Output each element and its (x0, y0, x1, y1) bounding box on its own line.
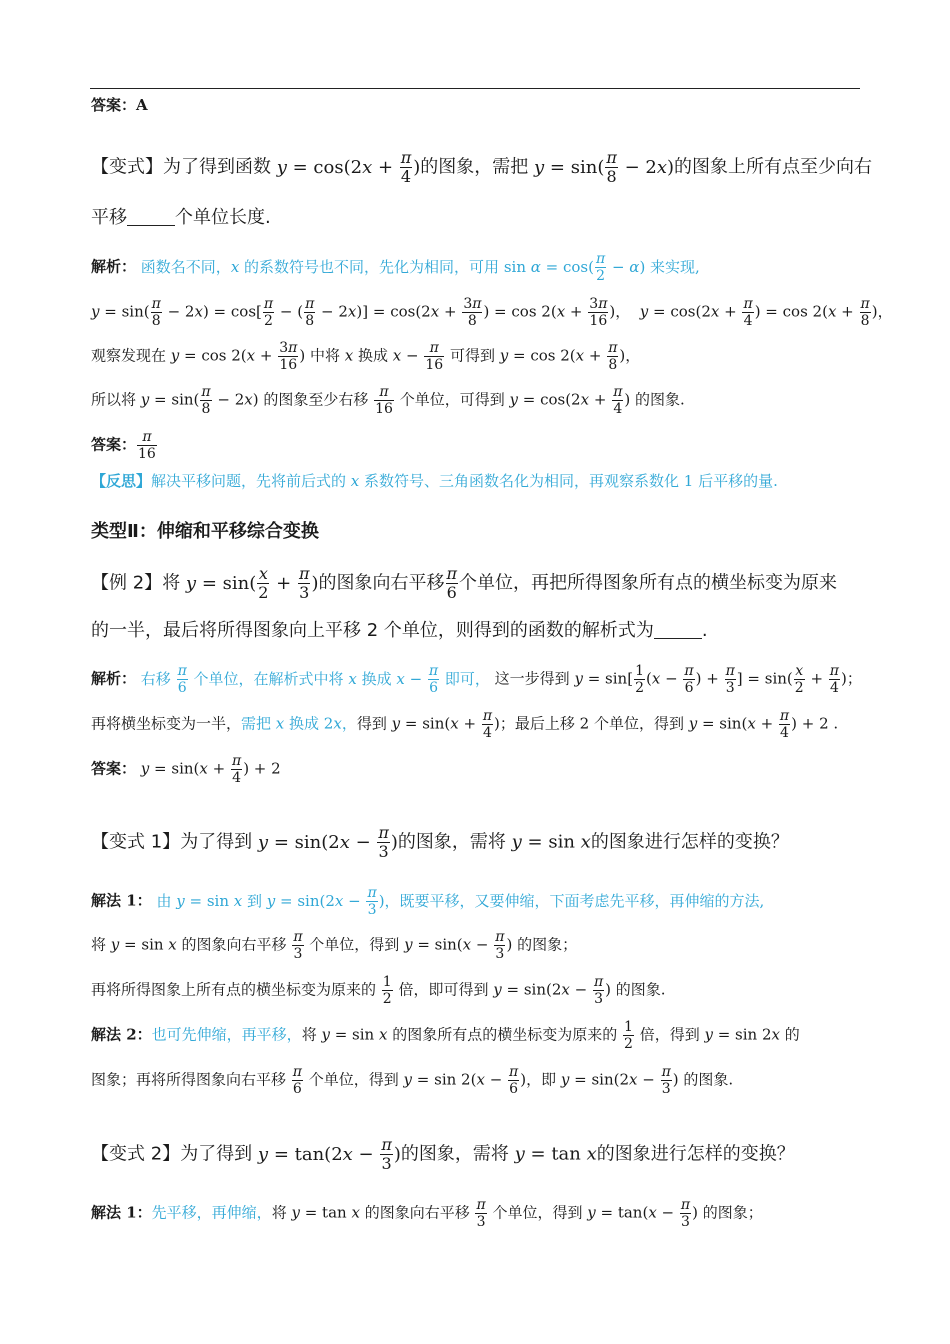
solution-a-label: 解析： (91, 257, 137, 276)
solution-a-step3: 所以将 y = sin( $\frac{\pi}{8}$ − 2x) 的图象至少右移 $\frac{\pi}{16}$ 个单位，可得到 y = cos(2x + $\frac{\pi}{4}$ ) 的图象. (91, 384, 685, 417)
solution-e2-line1: 解析： 右移 $\frac{\pi}{6}$ 个单位，在解析式中将 x 换成 x − $\frac{\pi}{6}$ 即可， 这一步得到 y = sin[ $\frac{1}{2}$ (x − $\frac{\pi}{6}$ ) + $\frac{\pi}{3}$ ] = sin( $\frac{x}{2}$ + $\frac{\pi}{4}$ )； (91, 663, 862, 696)
solution-a-answer: 答案： $\frac{\pi}{16}$ (91, 429, 156, 462)
variant1-target-fn: y = sin(2x − $\frac{\pi}{3}$ ) (257, 823, 398, 861)
variant1-source-fn: y = sin x (511, 831, 591, 853)
example2-blank (654, 620, 702, 639)
top-answer: 答案：A (91, 96, 148, 114)
variant2-target-fn: y = tan(2x − $\frac{\pi}{3}$ ) (257, 1135, 401, 1173)
reflection-label: 【反思】 (91, 472, 152, 490)
variant-a-target-fn: y = cos(2x + $\frac{\pi}{4}$ ) (276, 148, 421, 186)
example2-label: 【例 2】 (91, 572, 163, 594)
method1-v1-line1: 解法 1： 由 y = sin x 到 y = sin(2x − $\frac{\pi}{3}$ )，既要平移，又要伸缩，下面考虑先平移，再伸缩的方法, (91, 885, 765, 918)
method1-v1-step2: 再将所得图象上所有点的横坐标变为原来的 $\frac{1}{2}$ 倍，即可得到 y = sin(2x − $\frac{\pi}{3}$ ) 的图象. (91, 974, 666, 1007)
method2-v1-line2: 图象；再将所得图象向右平移 $\frac{\pi}{6}$ 个单位，得到 y = sin 2(x − $\frac{\pi}{6}$ )，即 y = sin(2x − $\frac{\pi}{3}$ ) 的图象. (91, 1064, 734, 1097)
reflection: 【反思】解决平移问题，先将前后式的 x 系数符号、三角函数名化为相同，再观察系数化 1 后平移的量. (91, 472, 778, 490)
solution-a-step2: 观察发现在 y = cos 2(x + $\frac{3\pi}{16}$ ) 中将 x 换成 x − $\frac{\pi}{16}$ 可得到 y = cos 2(x + $\frac{\pi}{8}$ )， (91, 340, 641, 373)
method1-v2-hint: 先平移，再伸缩， (151, 1203, 272, 1222)
solution-a-line1 (91, 252, 700, 283)
example2-fn: y = sin( $\frac{x}{2}$ + $\frac{\pi}{3}$ ) (185, 564, 319, 602)
solution-e2-answer: 答案： y = sin(x + $\frac{\pi}{4}$ ) + 2 (91, 753, 281, 786)
example2-line2: 的一半，最后将所得图象向上平移 2 个单位，则得到的函数的解析式为 . (91, 620, 708, 641)
example2-line1: 【例 2】将 y = sin( $\frac{x}{2}$ + $\frac{\pi}{3}$ )的图象向右平移 $\frac{\pi}{6}$ 个单位，再把所得图象所有点的横坐标变为原来 (91, 564, 838, 602)
solution-a-step1: y = sin( $\frac{\pi}{8}$ − 2x) = cos[ $\frac{\pi}{2}$ − ( $\frac{\pi}{8}$ − 2x)] = cos(2x + $\frac{3\pi}{8}$ ) = cos 2(x + $\frac{3\pi}{16}$ )， y = cos(2x + $\frac{\pi}{4}$ ) = cos 2(x + $\frac{\pi}{8}$ )， (91, 296, 893, 329)
solution-e2-hint2: 需把 x 换成 2x， (241, 714, 357, 733)
variant2-source-fn: y = tan x (514, 1143, 597, 1165)
variant1-line: 【变式 1】为了得到 y = sin(2x − $\frac{\pi}{3}$ )的图象，需将 y = sin x的图象进行怎样的变换？ (91, 823, 789, 861)
solution-e2-line2: 再将横坐标变为一半，需把 x 换成 2x，得到 y = sin(x + $\frac{\pi}{4}$ )；最后上移 2 个单位，得到 y = sin(x + $\frac{\pi}{4}$ ) + 2 . (91, 708, 839, 741)
solution-e2-hint: 右移 $\frac{\pi}{6}$ 个单位，在解析式中将 x 换成 x − $\frac{\pi}{6}$ 即可， (140, 663, 490, 696)
variant2-line: 【变式 2】为了得到 y = tan(2x − $\frac{\pi}{3}$ )的图象，需将 y = tan x的图象进行怎样的变换？ (91, 1135, 795, 1173)
section-heading: 类型Ⅱ：伸缩和平移综合变换 (91, 521, 319, 542)
variant-a-line2: 平移 个单位长度. (91, 207, 271, 228)
variant1-label: 【变式 1】 (91, 831, 181, 853)
answer-blank (127, 207, 175, 226)
variant-a-label: 【变式】 (91, 156, 163, 178)
method1-v1-step1: 将 y = sin x 的图象向右平移 $\frac{\pi}{3}$ 个单位，得到 y = sin(x − $\frac{\pi}{3}$ ) 的图象； (91, 929, 578, 962)
header-rule (90, 88, 860, 89)
method1-v1-hint: 由 y = sin x 到 y = sin(2x − $\frac{\pi}{3}$ )，既要平移，又要伸缩，下面考虑先平移，再伸缩的方法, (156, 885, 765, 918)
solution-a-hint: 函数名不同，x 的系数符号也不同，先化为相同，可用 sin α = cos( $\frac{\pi}{2}$ − α) 来实现, (140, 251, 700, 284)
variant2-label: 【变式 2】 (91, 1143, 181, 1165)
variant-a-source-fn: y = sin( $\frac{\pi}{8}$ − 2x) (534, 148, 675, 186)
method2-v1-hint: 也可先伸缩，再平移， (151, 1025, 302, 1044)
method2-v1-line1: 解法 2：也可先伸缩，再平移，将 y = sin x 的图象所有点的横坐标变为原来的 $\frac{1}{2}$ 倍，得到 y = sin 2x 的 (91, 1019, 800, 1052)
variant-a-line1: 【变式】为了得到函数 y = cos(2x + $\frac{\pi}{4}$ )的图象，需把 y = sin( $\frac{\pi}{8}$ − 2x)的图象上所有点至少向右 (91, 148, 873, 186)
method1-v2-line: 解法 1：先平移，再伸缩，将 y = tan x 的图象向右平移 $\frac{\pi}{3}$ 个单位，得到 y = tan(x − $\frac{\pi}{3}$ ) 的图象； (91, 1197, 763, 1230)
